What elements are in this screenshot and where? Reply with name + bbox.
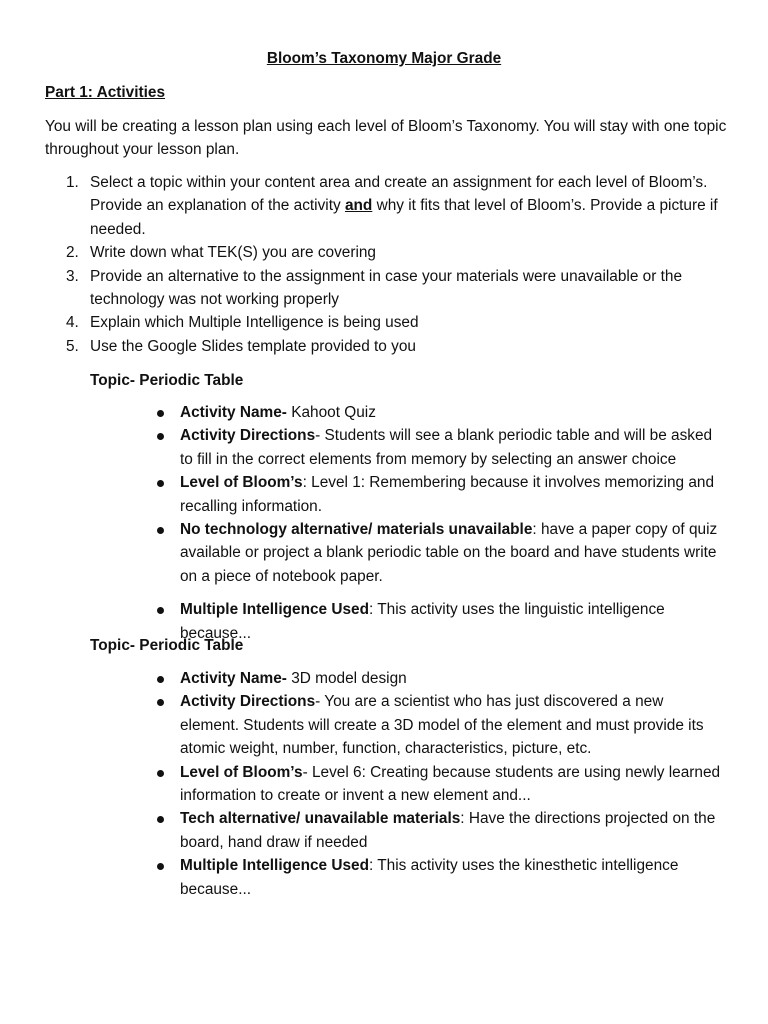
step-text: Explain which Multiple Intelligence is being used <box>90 314 419 332</box>
activity-list <box>135 401 725 645</box>
item-label: Level of Bloom’s <box>180 763 303 781</box>
step-emphasis: and <box>344 197 373 215</box>
item-text: - You are a scientist who has just discovered a new element. Students will create a 3D model of the element and must provide its atomic weight, number, function, characteristics, picture, etc. <box>180 693 704 758</box>
item-label: Activity Directions <box>180 427 316 445</box>
bullet-icon <box>157 770 164 777</box>
item-text: : Have the directions projected on the board, hand draw if needed <box>180 810 716 851</box>
list-item <box>45 335 735 358</box>
list-item <box>135 401 725 424</box>
item-text: : This activity uses the kinesthetic intelligence because... <box>180 857 679 898</box>
bullet-icon <box>157 480 164 487</box>
step-text: Write down what TEK(S) you are covering <box>90 244 376 262</box>
item-text: : This activity uses the linguistic intelligence because... <box>180 601 665 642</box>
bullet-icon <box>157 527 164 534</box>
activity-list <box>135 667 725 901</box>
list-item <box>45 265 735 312</box>
instructions-list <box>45 171 735 358</box>
item-text: - Level 6: Creating because students are using newly learned information to create or invent a new element and... <box>180 763 721 805</box>
item-label: Tech alternative/ unavailable materials <box>180 810 461 828</box>
step-text: why it fits that level of Bloom’s. Provide a picture if needed. <box>90 197 718 238</box>
list-item <box>135 518 725 588</box>
bullet-icon <box>157 410 164 417</box>
topic-heading: Topic- Periodic Table <box>90 637 244 654</box>
item-label: Activity Name- <box>180 670 287 687</box>
item-label: Multiple Intelligence Used <box>180 857 369 875</box>
item-text: : Level 1: Remembering because it involves memorizing and recalling information. <box>180 474 715 515</box>
list-item <box>135 854 725 901</box>
part-heading: Part 1: Activities <box>45 84 166 101</box>
bullet-icon <box>157 816 164 823</box>
item-text: - Students will see a blank periodic table and will be asked to fill in the correct elements from memory by selecting an answer choice <box>180 427 713 468</box>
item-text: Kahoot Quiz <box>286 404 376 421</box>
list-number: 4. <box>66 314 79 332</box>
topic-heading: Topic- Periodic Table <box>90 372 244 389</box>
bullet-icon <box>157 607 164 614</box>
step-text: Select a topic within your content area and create an assignment for each level of Bloom’s. Provide an explanation of the activity <box>90 174 708 215</box>
step-text: Provide an alternative to the assignment in case your materials were unavailable or the technology was not working properly <box>90 267 683 309</box>
item-label: Activity Name- <box>180 404 287 421</box>
bullet-icon <box>157 676 164 683</box>
list-number: 2. <box>66 244 79 262</box>
item-label: No technology alternative/ materials unavailable <box>180 521 533 539</box>
bullet-icon <box>157 863 164 870</box>
bullet-icon <box>157 699 164 706</box>
item-label: Multiple Intelligence Used <box>180 601 369 619</box>
item-label: Activity Directions <box>180 693 316 711</box>
list-number: 5. <box>66 337 79 355</box>
item-text: : have a paper copy of quiz available or project a blank periodic table on the board and have students write on a piece of notebook paper. <box>180 521 718 585</box>
list-item <box>45 241 735 264</box>
list-number: 3. <box>66 267 79 285</box>
list-item <box>135 690 725 760</box>
list-item <box>135 667 725 690</box>
list-number: 1. <box>66 174 79 191</box>
list-item <box>135 761 725 808</box>
list-item <box>45 171 735 241</box>
list-item <box>45 311 735 334</box>
list-item <box>135 471 725 518</box>
list-item <box>135 807 725 854</box>
item-text: 3D model design <box>286 670 407 687</box>
step-text: Use the Google Slides template provided to you <box>90 337 416 355</box>
list-item <box>135 424 725 471</box>
item-label: Level of Bloom’s <box>180 474 303 492</box>
bullet-icon <box>157 433 164 440</box>
intro-paragraph: You will be creating a lesson plan using each level of Bloom’s Taxonomy. You will stay with one topic throughout your lesson plan. <box>45 118 727 159</box>
document-title: Bloom’s Taxonomy Major Grade <box>266 50 502 67</box>
